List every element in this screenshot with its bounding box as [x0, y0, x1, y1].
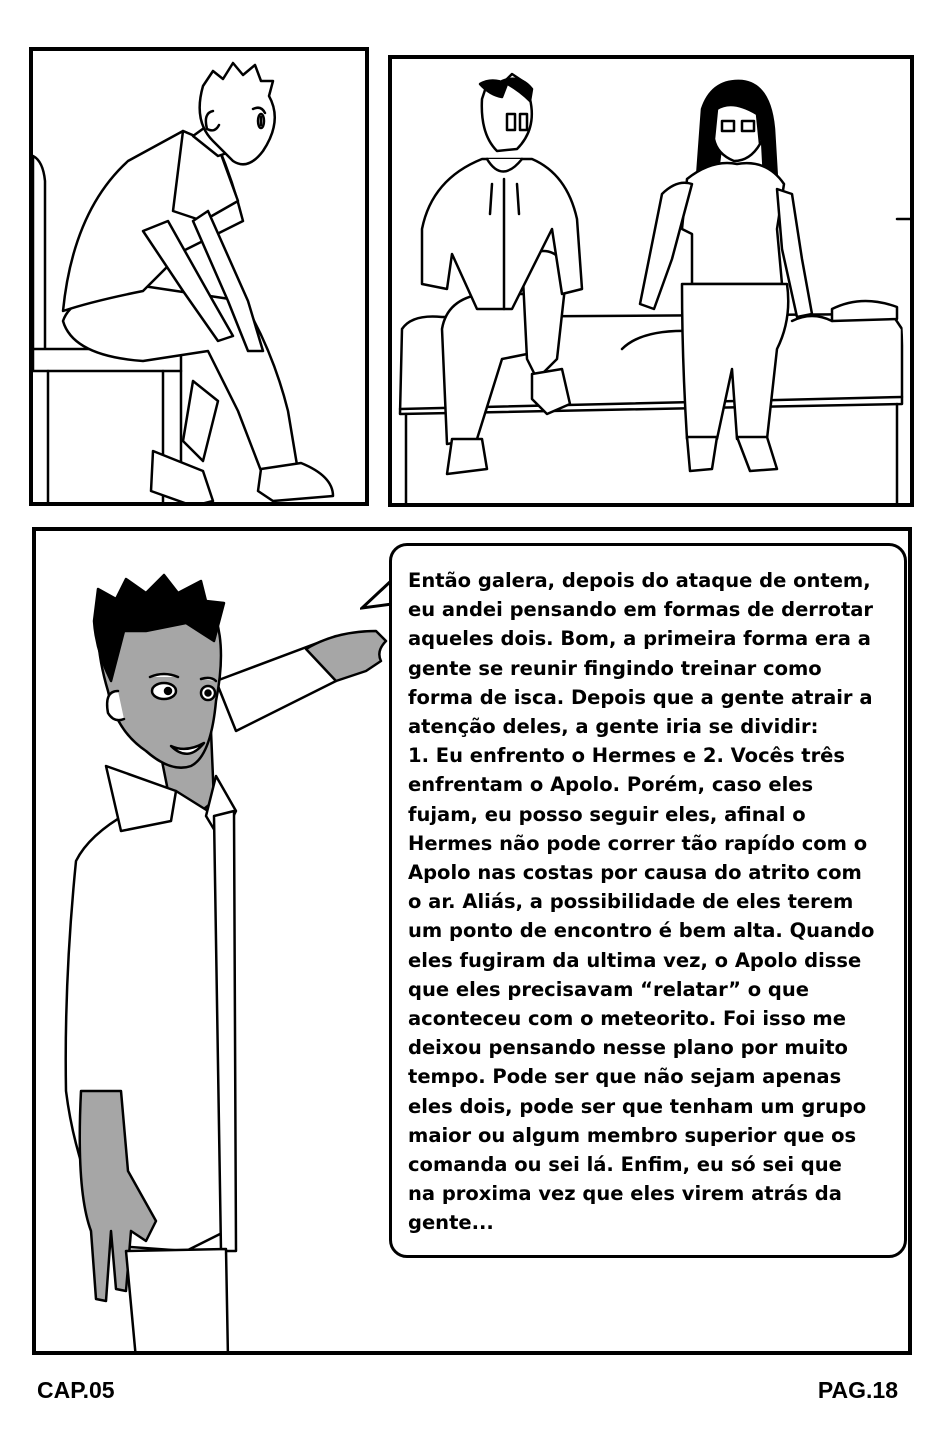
- bubble-line: eu andei pensando em formas de derrotar: [408, 598, 874, 622]
- speech-bubble-text: [408, 566, 896, 1238]
- panel-seated-man: [29, 47, 369, 506]
- bubble-line: eles dois, pode ser que tenham um grupo: [408, 1094, 867, 1118]
- bubble-line: o ar. Aliás, a possibilidade de eles terem: [408, 890, 854, 914]
- bubble-line: eles fugiram da ultima vez, o Apolo disse: [408, 948, 862, 972]
- bubble-line: atenção deles, a gente iria se dividir:: [408, 715, 819, 739]
- bubble-line: tempo. Pode ser que não sejam apenas: [408, 1065, 842, 1089]
- seated-man-drawing: [33, 51, 369, 506]
- bubble-line: 1. Eu enfrento o Hermes e 2. Vocês três: [408, 744, 846, 768]
- bubble-line: fujam, eu posso seguir eles, afinal o: [408, 802, 806, 826]
- bubble-line: comanda ou sei lá. Enfim, eu só sei que: [408, 1153, 842, 1177]
- bubble-line: Então galera, depois do ataque de ontem,: [408, 569, 871, 592]
- page-number-label: PAG.18: [817, 1377, 898, 1403]
- bubble-line: enfrentam o Apolo. Porém, caso eles: [408, 773, 814, 797]
- bubble-line: deixou pensando nesse plano por muito: [408, 1036, 848, 1060]
- couple-on-bed-drawing: [392, 59, 914, 507]
- bubble-line: que eles precisavam “relatar” o que: [408, 977, 809, 1001]
- chapter-label: CAP.05: [37, 1377, 115, 1403]
- bubble-line: aqueles dois. Bom, a primeira forma era a: [408, 627, 871, 651]
- bubble-line: gente...: [408, 1211, 494, 1235]
- bubble-line: um ponto de encontro é bem alta. Quando: [408, 919, 875, 943]
- panel-couple-on-bed: [388, 55, 914, 507]
- bubble-line: maior ou algum membro superior que os: [408, 1123, 857, 1147]
- bubble-line: aconteceu com o meteorito. Foi isso me: [408, 1007, 846, 1031]
- bubble-line: gente se reunir fingindo treinar como: [408, 656, 822, 680]
- bubble-line: Apolo nas costas por causa do atrito com: [408, 861, 862, 885]
- bubble-line: Hermes não pode correr tão rapído com o: [408, 831, 868, 855]
- bubble-line: forma de isca. Depois que a gente atrair a: [408, 685, 873, 709]
- speech-bubble: [389, 543, 907, 1258]
- bubble-line: na proxima vez que eles virem atrás da: [408, 1182, 842, 1206]
